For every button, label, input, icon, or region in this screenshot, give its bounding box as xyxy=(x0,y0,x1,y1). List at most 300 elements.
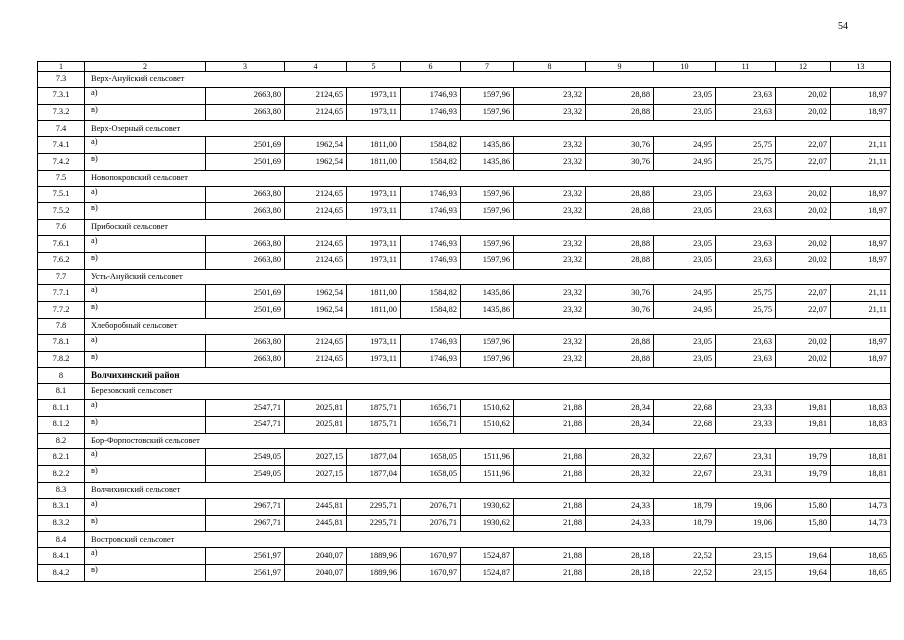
row-code: 7.8 xyxy=(38,318,85,334)
row-label: а) xyxy=(85,449,206,466)
value-cell: 22,68 xyxy=(654,399,716,416)
value-cell: 1597,96 xyxy=(461,203,514,220)
table-row xyxy=(38,235,891,252)
row-code: 7.7.2 xyxy=(38,302,85,319)
value-cell: 24,33 xyxy=(586,515,654,532)
value-cell: 2025,81 xyxy=(285,416,347,433)
value-cell: 28,32 xyxy=(586,466,654,483)
row-code: 7.4.2 xyxy=(38,153,85,170)
table-row xyxy=(38,548,891,565)
row-label: в) xyxy=(85,153,206,170)
value-cell: 21,88 xyxy=(514,498,586,515)
value-cell: 1877,04 xyxy=(347,466,401,483)
settlement-name: Верх-Озерный сельсовет xyxy=(85,121,891,137)
value-cell: 1670,97 xyxy=(401,564,461,581)
column-number-header: 7 xyxy=(461,62,514,72)
value-cell: 1973,11 xyxy=(347,87,401,104)
value-cell: 25,75 xyxy=(716,302,776,319)
value-cell: 2501,69 xyxy=(206,302,285,319)
value-cell: 30,76 xyxy=(586,153,654,170)
district-name: Волчихинский район xyxy=(85,368,891,384)
value-cell: 20,02 xyxy=(776,104,831,121)
column-number-header: 13 xyxy=(831,62,891,72)
section-row xyxy=(38,318,891,334)
value-cell: 19,79 xyxy=(776,449,831,466)
value-cell: 19,79 xyxy=(776,466,831,483)
value-cell: 1811,00 xyxy=(347,302,401,319)
value-cell: 25,75 xyxy=(716,153,776,170)
row-label: а) xyxy=(85,285,206,302)
value-cell: 2124,65 xyxy=(285,235,347,252)
value-cell: 22,07 xyxy=(776,285,831,302)
table-row xyxy=(38,498,891,515)
value-cell: 1962,54 xyxy=(285,302,347,319)
value-cell: 18,81 xyxy=(831,466,891,483)
value-cell: 2076,71 xyxy=(401,498,461,515)
value-cell: 2076,71 xyxy=(401,515,461,532)
value-cell: 2663,80 xyxy=(206,252,285,269)
value-cell: 21,11 xyxy=(831,285,891,302)
settlement-name: Новопокровский сельсовет xyxy=(85,170,891,186)
value-cell: 2124,65 xyxy=(285,252,347,269)
value-cell: 1656,71 xyxy=(401,399,461,416)
value-cell: 2027,15 xyxy=(285,466,347,483)
row-code: 7.5 xyxy=(38,170,85,186)
value-cell: 28,88 xyxy=(586,334,654,351)
value-cell: 19,64 xyxy=(776,548,831,565)
value-cell: 22,07 xyxy=(776,153,831,170)
value-cell: 1973,11 xyxy=(347,104,401,121)
settlement-name: Верх-Ануйский сельсовет xyxy=(85,72,891,88)
column-number-header: 1 xyxy=(38,62,85,72)
value-cell: 18,97 xyxy=(831,334,891,351)
value-cell: 28,88 xyxy=(586,203,654,220)
value-cell: 28,34 xyxy=(586,416,654,433)
value-cell: 1746,93 xyxy=(401,186,461,203)
value-cell: 23,32 xyxy=(514,252,586,269)
value-cell: 1435,86 xyxy=(461,285,514,302)
value-cell: 23,32 xyxy=(514,153,586,170)
value-cell: 23,31 xyxy=(716,449,776,466)
value-cell: 2967,71 xyxy=(206,515,285,532)
value-cell: 22,67 xyxy=(654,466,716,483)
value-cell: 1930,62 xyxy=(461,498,514,515)
value-cell: 23,32 xyxy=(514,137,586,154)
row-code: 7.4.1 xyxy=(38,137,85,154)
value-cell: 2501,69 xyxy=(206,153,285,170)
value-cell: 1877,04 xyxy=(347,449,401,466)
value-cell: 1597,96 xyxy=(461,252,514,269)
value-cell: 1658,05 xyxy=(401,449,461,466)
section-row xyxy=(38,384,891,400)
value-cell: 21,11 xyxy=(831,137,891,154)
value-cell: 2445,81 xyxy=(285,515,347,532)
table-row xyxy=(38,252,891,269)
column-number-header: 10 xyxy=(654,62,716,72)
row-label: в) xyxy=(85,351,206,368)
value-cell: 30,76 xyxy=(586,302,654,319)
section-row xyxy=(38,220,891,236)
value-cell: 28,32 xyxy=(586,449,654,466)
row-code: 8.3.1 xyxy=(38,498,85,515)
value-cell: 24,33 xyxy=(586,498,654,515)
row-label: в) xyxy=(85,302,206,319)
value-cell: 18,97 xyxy=(831,104,891,121)
row-code: 8.3 xyxy=(38,482,85,498)
row-code: 8 xyxy=(38,368,85,384)
table-row xyxy=(38,153,891,170)
value-cell: 2124,65 xyxy=(285,203,347,220)
value-cell: 2027,15 xyxy=(285,449,347,466)
value-cell: 1658,05 xyxy=(401,466,461,483)
value-cell: 23,63 xyxy=(716,235,776,252)
value-cell: 2663,80 xyxy=(206,235,285,252)
table-row xyxy=(38,285,891,302)
value-cell: 1584,82 xyxy=(401,137,461,154)
value-cell: 23,05 xyxy=(654,235,716,252)
settlement-name: Волчихинский сельсовет xyxy=(85,482,891,498)
value-cell: 1524,87 xyxy=(461,548,514,565)
value-cell: 1656,71 xyxy=(401,416,461,433)
value-cell: 1962,54 xyxy=(285,285,347,302)
column-number-header: 9 xyxy=(586,62,654,72)
tariff-table xyxy=(37,61,891,582)
value-cell: 28,88 xyxy=(586,351,654,368)
row-label: а) xyxy=(85,235,206,252)
row-code: 8.4 xyxy=(38,532,85,548)
value-cell: 1597,96 xyxy=(461,235,514,252)
column-number-header: 5 xyxy=(347,62,401,72)
value-cell: 21,88 xyxy=(514,399,586,416)
value-cell: 2124,65 xyxy=(285,334,347,351)
row-code: 8.1.1 xyxy=(38,399,85,416)
value-cell: 18,97 xyxy=(831,252,891,269)
value-cell: 1973,11 xyxy=(347,351,401,368)
value-cell: 2124,65 xyxy=(285,104,347,121)
value-cell: 1930,62 xyxy=(461,515,514,532)
value-cell: 1597,96 xyxy=(461,186,514,203)
row-label: в) xyxy=(85,466,206,483)
value-cell: 14,73 xyxy=(831,498,891,515)
value-cell: 23,05 xyxy=(654,186,716,203)
value-cell: 30,76 xyxy=(586,137,654,154)
settlement-name: Усть-Ануйский сельсовет xyxy=(85,269,891,285)
value-cell: 23,05 xyxy=(654,104,716,121)
table-row xyxy=(38,449,891,466)
settlement-name: Бор-Форпостовский сельсовет xyxy=(85,433,891,449)
value-cell: 28,88 xyxy=(586,104,654,121)
value-cell: 23,32 xyxy=(514,302,586,319)
value-cell: 1973,11 xyxy=(347,235,401,252)
section-row xyxy=(38,269,891,285)
row-code: 8.2.1 xyxy=(38,449,85,466)
value-cell: 18,79 xyxy=(654,498,716,515)
value-cell: 20,02 xyxy=(776,334,831,351)
row-code: 7.6.2 xyxy=(38,252,85,269)
value-cell: 25,75 xyxy=(716,285,776,302)
value-cell: 22,67 xyxy=(654,449,716,466)
value-cell: 1597,96 xyxy=(461,351,514,368)
value-cell: 23,31 xyxy=(716,466,776,483)
value-cell: 1511,96 xyxy=(461,449,514,466)
value-cell: 2549,05 xyxy=(206,466,285,483)
row-code: 8.2.2 xyxy=(38,466,85,483)
value-cell: 28,88 xyxy=(586,186,654,203)
value-cell: 1511,96 xyxy=(461,466,514,483)
value-cell: 23,05 xyxy=(654,252,716,269)
value-cell: 21,11 xyxy=(831,153,891,170)
value-cell: 23,32 xyxy=(514,235,586,252)
value-cell: 2663,80 xyxy=(206,87,285,104)
value-cell: 2124,65 xyxy=(285,351,347,368)
row-label: в) xyxy=(85,416,206,433)
value-cell: 1597,96 xyxy=(461,334,514,351)
value-cell: 23,63 xyxy=(716,252,776,269)
value-cell: 18,97 xyxy=(831,87,891,104)
value-cell: 18,83 xyxy=(831,399,891,416)
section-row xyxy=(38,72,891,88)
value-cell: 2295,71 xyxy=(347,515,401,532)
value-cell: 23,63 xyxy=(716,203,776,220)
value-cell: 18,83 xyxy=(831,416,891,433)
value-cell: 20,02 xyxy=(776,351,831,368)
row-code: 8.4.2 xyxy=(38,564,85,581)
value-cell: 1435,86 xyxy=(461,153,514,170)
value-cell: 2124,65 xyxy=(285,87,347,104)
row-code: 7.5.1 xyxy=(38,186,85,203)
row-code: 7.5.2 xyxy=(38,203,85,220)
table-row xyxy=(38,515,891,532)
page-number: 54 xyxy=(838,21,848,32)
row-code: 7.3 xyxy=(38,72,85,88)
row-code: 7.6 xyxy=(38,220,85,236)
value-cell: 1973,11 xyxy=(347,203,401,220)
value-cell: 1962,54 xyxy=(285,137,347,154)
value-cell: 21,88 xyxy=(514,548,586,565)
value-cell: 1510,62 xyxy=(461,416,514,433)
value-cell: 1889,96 xyxy=(347,564,401,581)
value-cell: 28,88 xyxy=(586,87,654,104)
value-cell: 1510,62 xyxy=(461,399,514,416)
value-cell: 19,81 xyxy=(776,416,831,433)
value-cell: 23,33 xyxy=(716,416,776,433)
value-cell: 23,63 xyxy=(716,104,776,121)
value-cell: 2663,80 xyxy=(206,186,285,203)
value-cell: 19,81 xyxy=(776,399,831,416)
value-cell: 15,80 xyxy=(776,498,831,515)
row-label: а) xyxy=(85,186,206,203)
row-code: 8.4.1 xyxy=(38,548,85,565)
value-cell: 24,95 xyxy=(654,153,716,170)
value-cell: 23,32 xyxy=(514,285,586,302)
value-cell: 20,02 xyxy=(776,203,831,220)
table-row xyxy=(38,137,891,154)
column-number-header: 12 xyxy=(776,62,831,72)
column-number-header: 3 xyxy=(206,62,285,72)
table-row xyxy=(38,334,891,351)
table-row xyxy=(38,466,891,483)
value-cell: 1746,93 xyxy=(401,87,461,104)
value-cell: 18,97 xyxy=(831,235,891,252)
value-cell: 2124,65 xyxy=(285,186,347,203)
value-cell: 2547,71 xyxy=(206,416,285,433)
row-code: 7.8.2 xyxy=(38,351,85,368)
value-cell: 1973,11 xyxy=(347,334,401,351)
value-cell: 21,88 xyxy=(514,416,586,433)
value-cell: 21,11 xyxy=(831,302,891,319)
value-cell: 20,02 xyxy=(776,235,831,252)
value-cell: 1875,71 xyxy=(347,399,401,416)
value-cell: 22,68 xyxy=(654,416,716,433)
value-cell: 2445,81 xyxy=(285,498,347,515)
row-code: 8.2 xyxy=(38,433,85,449)
row-label: а) xyxy=(85,334,206,351)
value-cell: 1597,96 xyxy=(461,104,514,121)
header-row xyxy=(38,62,891,72)
value-cell: 2663,80 xyxy=(206,351,285,368)
value-cell: 2549,05 xyxy=(206,449,285,466)
value-cell: 18,65 xyxy=(831,564,891,581)
value-cell: 23,05 xyxy=(654,203,716,220)
value-cell: 1875,71 xyxy=(347,416,401,433)
row-code: 7.3.1 xyxy=(38,87,85,104)
value-cell: 2967,71 xyxy=(206,498,285,515)
value-cell: 19,06 xyxy=(716,498,776,515)
value-cell: 14,73 xyxy=(831,515,891,532)
value-cell: 1811,00 xyxy=(347,153,401,170)
value-cell: 20,02 xyxy=(776,87,831,104)
value-cell: 1435,86 xyxy=(461,137,514,154)
table-row xyxy=(38,203,891,220)
row-label: а) xyxy=(85,137,206,154)
column-number-header: 4 xyxy=(285,62,347,72)
row-code: 7.7 xyxy=(38,269,85,285)
section-row xyxy=(38,433,891,449)
row-code: 7.6.1 xyxy=(38,235,85,252)
value-cell: 23,32 xyxy=(514,87,586,104)
value-cell: 2040,07 xyxy=(285,564,347,581)
value-cell: 2025,81 xyxy=(285,399,347,416)
table-row xyxy=(38,302,891,319)
row-label: в) xyxy=(85,104,206,121)
section-row xyxy=(38,170,891,186)
value-cell: 20,02 xyxy=(776,252,831,269)
row-label: в) xyxy=(85,203,206,220)
table-row xyxy=(38,416,891,433)
value-cell: 22,07 xyxy=(776,302,831,319)
value-cell: 1746,93 xyxy=(401,252,461,269)
row-code: 8.3.2 xyxy=(38,515,85,532)
value-cell: 18,79 xyxy=(654,515,716,532)
value-cell: 20,02 xyxy=(776,186,831,203)
value-cell: 1524,87 xyxy=(461,564,514,581)
value-cell: 2295,71 xyxy=(347,498,401,515)
row-label: а) xyxy=(85,498,206,515)
column-number-header: 2 xyxy=(85,62,206,72)
value-cell: 21,88 xyxy=(514,564,586,581)
value-cell: 19,06 xyxy=(716,515,776,532)
value-cell: 28,18 xyxy=(586,564,654,581)
settlement-name: Востровский сельсовет xyxy=(85,532,891,548)
value-cell: 2040,07 xyxy=(285,548,347,565)
value-cell: 28,34 xyxy=(586,399,654,416)
table-row xyxy=(38,351,891,368)
section-row xyxy=(38,121,891,137)
value-cell: 23,32 xyxy=(514,104,586,121)
column-number-header: 11 xyxy=(716,62,776,72)
value-cell: 1746,93 xyxy=(401,104,461,121)
value-cell: 28,88 xyxy=(586,235,654,252)
value-cell: 1597,96 xyxy=(461,87,514,104)
value-cell: 23,15 xyxy=(716,564,776,581)
value-cell: 2561,97 xyxy=(206,564,285,581)
table-row xyxy=(38,104,891,121)
value-cell: 1811,00 xyxy=(347,285,401,302)
value-cell: 23,63 xyxy=(716,334,776,351)
value-cell: 1973,11 xyxy=(347,252,401,269)
value-cell: 23,63 xyxy=(716,351,776,368)
row-code: 7.4 xyxy=(38,121,85,137)
value-cell: 1746,93 xyxy=(401,351,461,368)
value-cell: 21,88 xyxy=(514,449,586,466)
value-cell: 28,18 xyxy=(586,548,654,565)
table-row xyxy=(38,564,891,581)
value-cell: 24,95 xyxy=(654,285,716,302)
value-cell: 1811,00 xyxy=(347,137,401,154)
value-cell: 22,52 xyxy=(654,548,716,565)
value-cell: 23,05 xyxy=(654,334,716,351)
value-cell: 23,33 xyxy=(716,399,776,416)
table-row xyxy=(38,87,891,104)
value-cell: 2663,80 xyxy=(206,203,285,220)
row-code: 8.1 xyxy=(38,384,85,400)
column-number-header: 8 xyxy=(514,62,586,72)
section-row xyxy=(38,482,891,498)
value-cell: 1962,54 xyxy=(285,153,347,170)
value-cell: 23,32 xyxy=(514,203,586,220)
settlement-name: Прибоский сельсовет xyxy=(85,220,891,236)
value-cell: 23,32 xyxy=(514,351,586,368)
value-cell: 28,88 xyxy=(586,252,654,269)
settlement-name: Хлеборобный сельсовет xyxy=(85,318,891,334)
value-cell: 18,97 xyxy=(831,203,891,220)
row-label: в) xyxy=(85,564,206,581)
value-cell: 23,15 xyxy=(716,548,776,565)
value-cell: 1746,93 xyxy=(401,235,461,252)
row-label: в) xyxy=(85,515,206,532)
district-row xyxy=(38,368,891,384)
value-cell: 22,52 xyxy=(654,564,716,581)
value-cell: 1584,82 xyxy=(401,285,461,302)
value-cell: 23,32 xyxy=(514,334,586,351)
row-code: 7.8.1 xyxy=(38,334,85,351)
value-cell: 1584,82 xyxy=(401,302,461,319)
row-code: 8.1.2 xyxy=(38,416,85,433)
row-code: 7.7.1 xyxy=(38,285,85,302)
value-cell: 1889,96 xyxy=(347,548,401,565)
value-cell: 30,76 xyxy=(586,285,654,302)
value-cell: 25,75 xyxy=(716,137,776,154)
value-cell: 2501,69 xyxy=(206,285,285,302)
value-cell: 23,63 xyxy=(716,186,776,203)
value-cell: 2501,69 xyxy=(206,137,285,154)
row-label: а) xyxy=(85,548,206,565)
value-cell: 1584,82 xyxy=(401,153,461,170)
value-cell: 1746,93 xyxy=(401,334,461,351)
section-row xyxy=(38,532,891,548)
value-cell: 2547,71 xyxy=(206,399,285,416)
row-code: 7.3.2 xyxy=(38,104,85,121)
